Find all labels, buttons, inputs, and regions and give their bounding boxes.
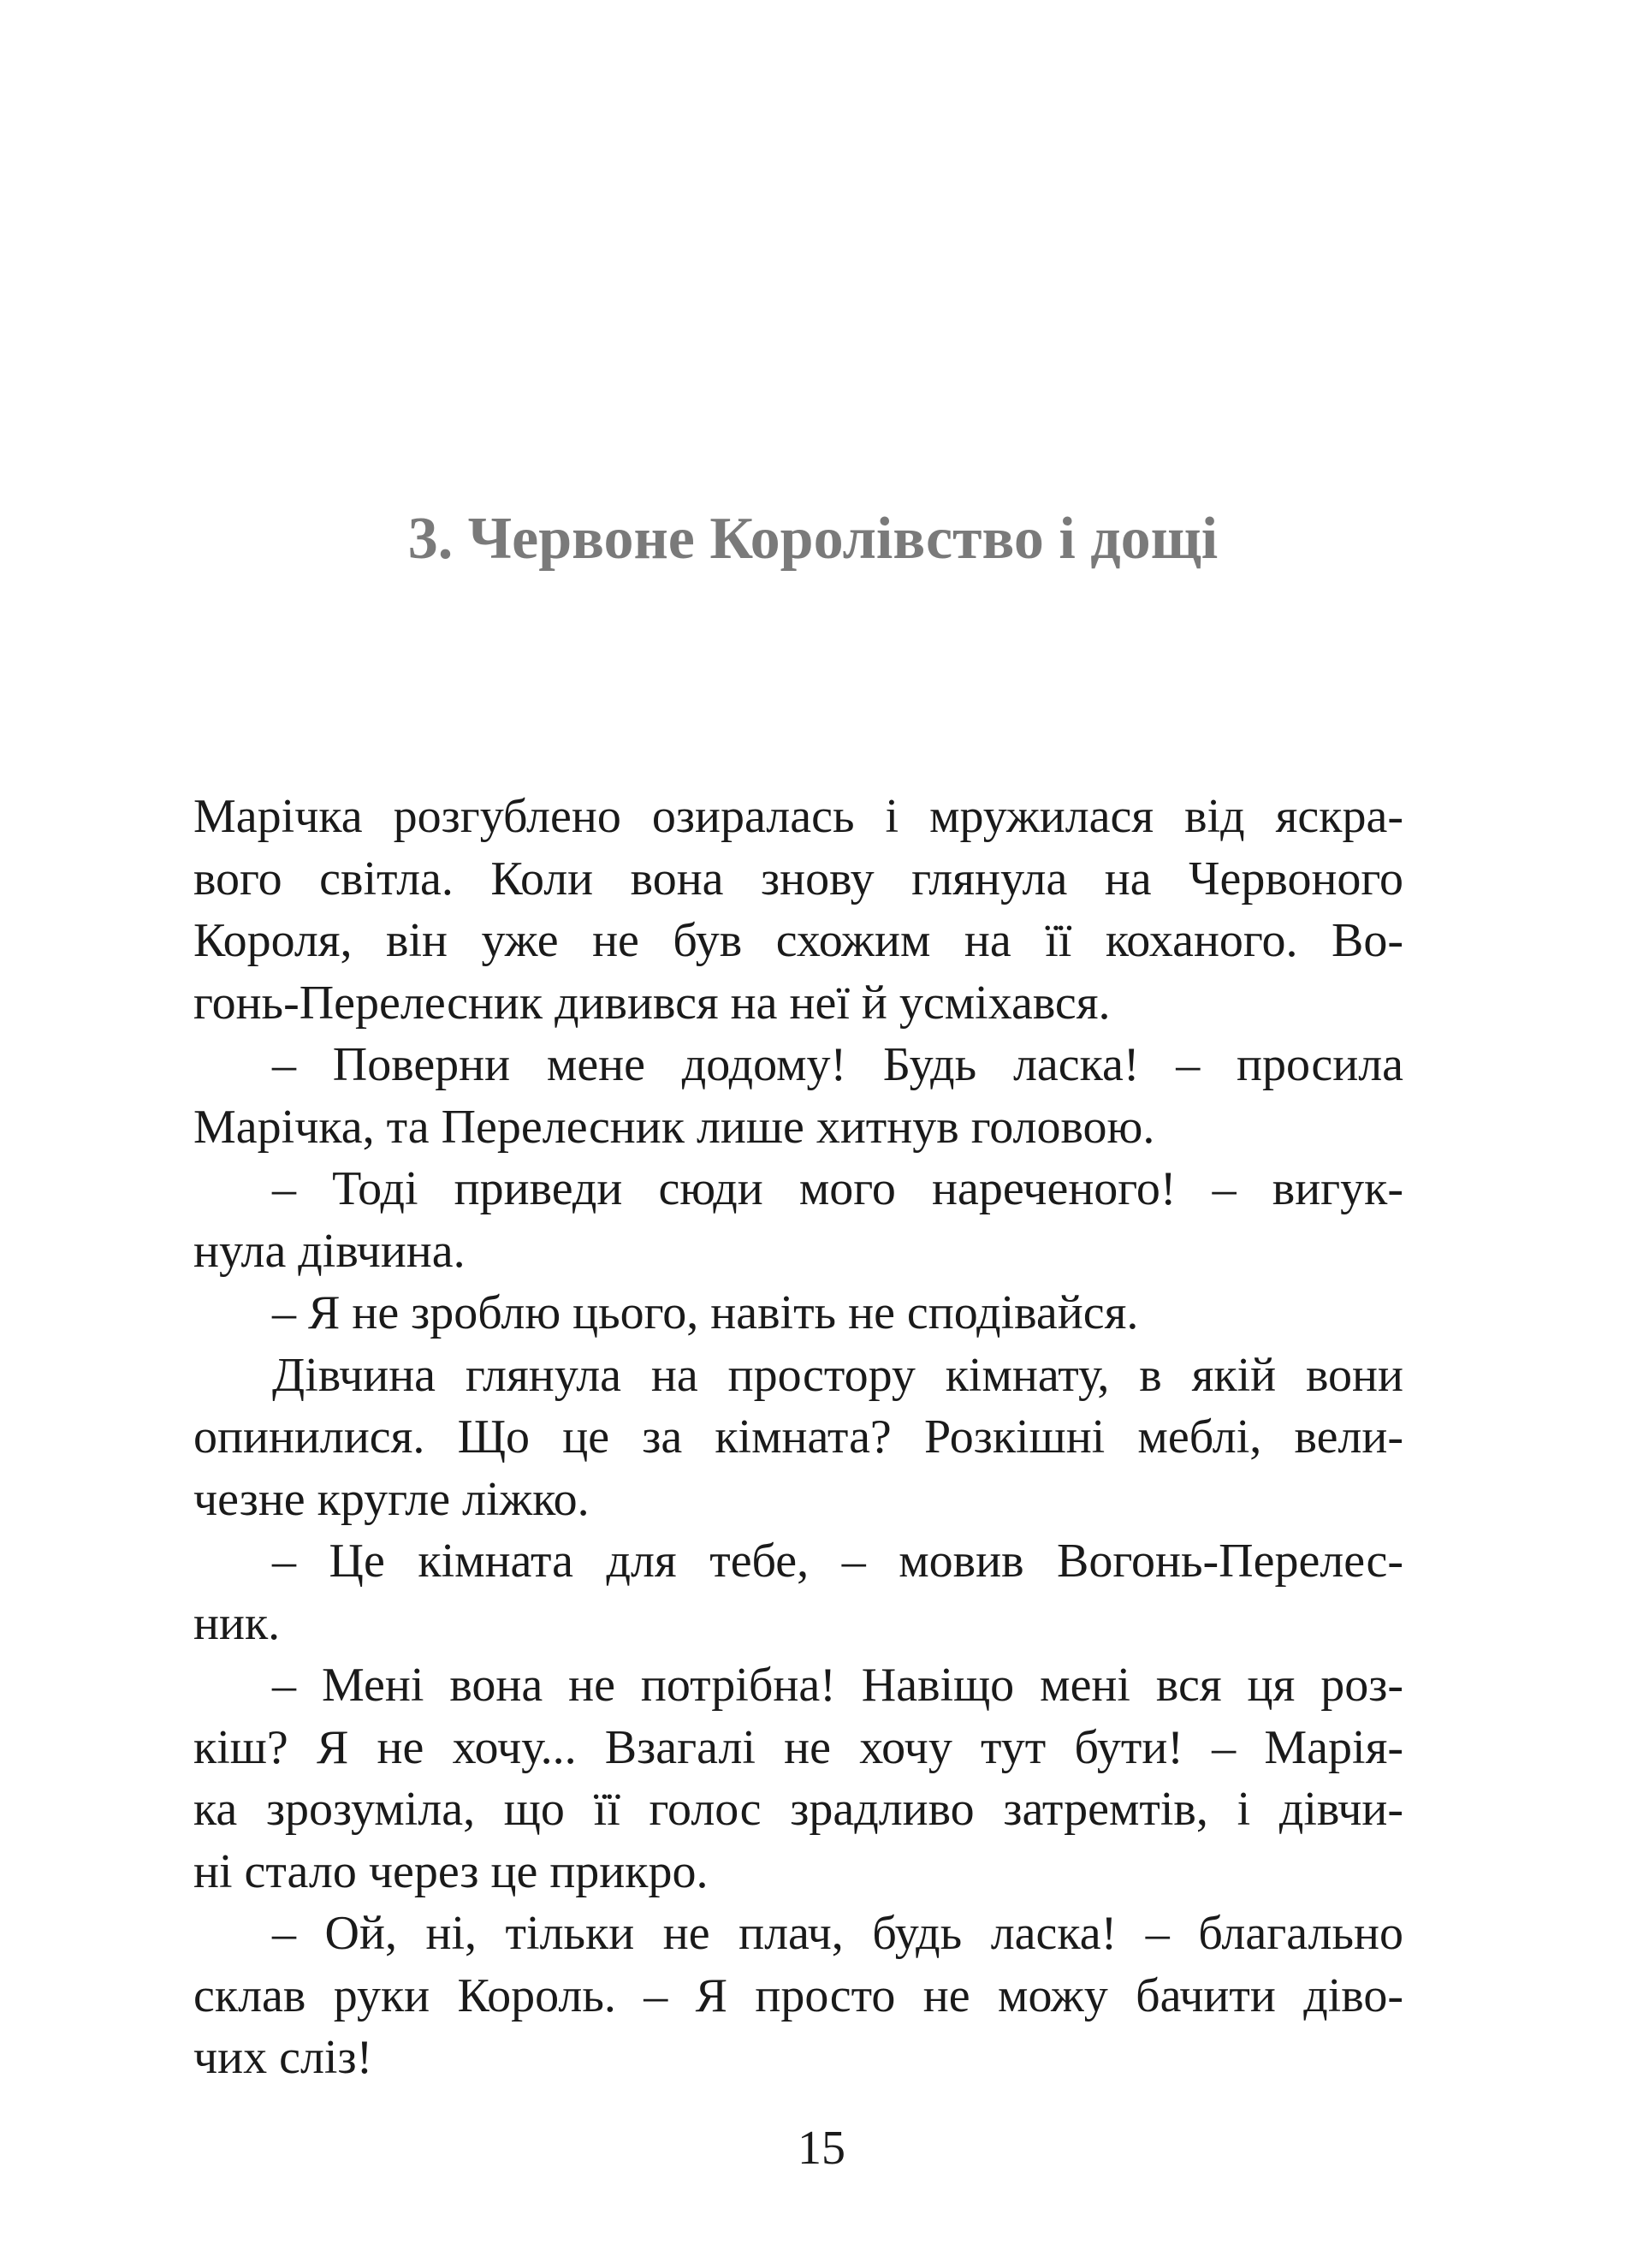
text-line: – Ой, ні, тільки не плач, будь ласка! – благально (272, 1907, 1403, 1960)
text-line: кіш? Я не хочу... Взагалі не хочу тут бути! – Марія- (193, 1720, 1403, 1774)
text-line: чих сліз! (193, 2031, 373, 2084)
text-line: вого світла. Коли вона знову глянула на Червоного (193, 852, 1403, 905)
text-line: опинилися. Що це за кімната? Розкішні меблі, вели- (193, 1410, 1403, 1464)
text-line: Дівчина глянула на простору кімнату, в якій вони (272, 1348, 1403, 1402)
text-line: Марічка розгублено озиралась і мружилася від яскра- (193, 790, 1403, 843)
body-text (193, 786, 1403, 2089)
text-line: склав руки Король. – Я просто не можу бачити діво- (193, 1968, 1403, 2022)
text-line: – Поверни мене додому! Будь ласка! – просила (272, 1038, 1403, 1091)
text-line: чезне кругле ліжко. (193, 1472, 590, 1526)
text-line: гонь-Перелесник дивився на неї й усміхався. (193, 976, 1111, 1030)
text-line: – Тоді приведи сюди мого нареченого! – вигук- (272, 1162, 1403, 1215)
text-line: ка зрозуміла, що її голос зрадливо затремтів, і дівчи- (193, 1783, 1403, 1836)
page-number: 15 (798, 2122, 845, 2175)
chapter-title: 3. Червоне Королівство і дощі (407, 506, 1219, 572)
text-line: нула дівчина. (193, 1224, 466, 1278)
text-line: – Це кімната для тебе, – мовив Вогонь-Перелес- (272, 1535, 1403, 1588)
text-line: ні стало через це прикро. (193, 1844, 709, 1898)
text-line: Короля, він уже не був схожим на її коханого. Во- (193, 914, 1403, 967)
text-line: – Мені вона не потрібна! Навіщо мені вся ця роз- (272, 1659, 1403, 1712)
text-line: – Я не зроблю цього, навіть не сподівайся. (272, 1286, 1139, 1339)
text-line: Марічка, та Перелесник лише хитнув головою. (193, 1100, 1155, 1154)
text-line: ник. (193, 1596, 281, 1650)
